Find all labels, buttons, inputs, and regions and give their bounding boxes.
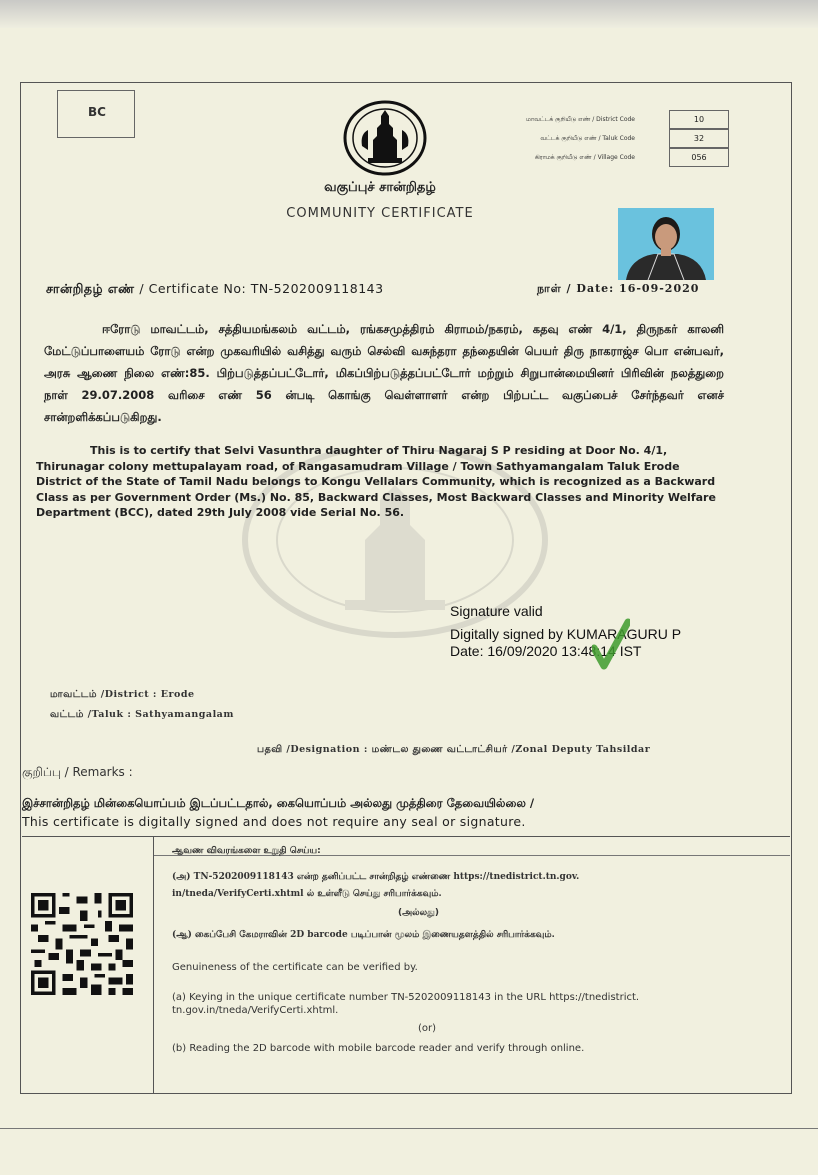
holder-photo	[618, 208, 714, 280]
date-label: நாள் / Date:	[537, 282, 620, 295]
certificate-number-line	[46, 281, 384, 298]
taluk-line: வட்டம் /Taluk : Sathyamangalam	[50, 709, 234, 720]
tamil-nadu-emblem-icon	[340, 100, 430, 178]
district-line: மாவட்டம் /District : Erode	[50, 689, 195, 700]
remarks-english: This certificate is digitally signed and does not require any seal or signature.	[22, 814, 526, 829]
verify-option-a-tamil-line2: in/tneda/VerifyCerti.xhtml ல் உள்ளீடு செய்து சரிபார்க்கவும்.	[172, 889, 442, 899]
title-tamil: வகுப்புச் சான்றிதழ்	[324, 180, 436, 195]
page-bottom-rule	[0, 1128, 818, 1129]
village-code-row	[445, 148, 729, 167]
certificate-date-line	[537, 282, 699, 297]
qr-code-icon[interactable]	[24, 893, 140, 995]
signature-valid-check-icon	[592, 618, 630, 670]
certificate-date: 16-09-2020	[619, 282, 700, 295]
designation-line: பதவி /Designation : மண்டல துணை வட்டாட்சியர் /Zonal Deputy Tahsildar	[257, 744, 651, 755]
category-box: BC	[57, 90, 135, 138]
remarks-label: குறிப்பு / Remarks :	[22, 765, 133, 779]
verify-or-tamil: (அல்லது)	[398, 908, 439, 918]
certificate-number-label: / Certificate No:	[139, 281, 251, 296]
signature-date: Date: 16/09/2020 13:48:14 IST	[450, 643, 642, 659]
verify-option-a-english-line2: tn.gov.in/tneda/VerifyCerti.xhtml.	[172, 1005, 339, 1016]
verification-divider	[153, 836, 154, 1094]
genuineness-text: Genuineness of the certificate can be verified by.	[172, 962, 418, 973]
verify-option-a-english-line1: (a) Keying in the unique certificate number TN-5202009118143 in the URL https://tnedistrict.	[172, 992, 640, 1003]
district-code-row	[445, 110, 729, 129]
taluk-code-label: வட்டக் குறியீடு எண் / Taluk Code	[540, 134, 635, 142]
digital-signature-block	[450, 603, 681, 660]
taluk-code-value: 32	[669, 129, 729, 148]
certificate-number: TN-5202009118143	[250, 281, 384, 296]
taluk-code-row	[445, 129, 729, 148]
verify-option-b-tamil: (ஆ) கைப்பேசி கேமராவின் 2D barcode படிப்பான் மூலம் இணையதளத்தில் சரிபார்க்கவும்.	[172, 930, 555, 940]
tamil-certification-text: ஈரோடு மாவட்டம், சத்தியமங்கலம் வட்டம், ரங்கசமுத்திரம் கிராமம்/நகரம், கதவு எண் 4/1, திருநகர் காலனி மேட்டுப்பாளையம் ரோடு என்ற முகவரியில் வசித்து வரும் செல்வி வசுந்தரா தந்தையின் பெயர் திரு நாகராஜ்ச பொ என்பவர், அரசு ஆணை நிலை எண்:85. பிற்படுத்தப்பட்டோர், மிகப்பிற்படுத்தப்பட்டோர் மற்றும் சிறுபான்மையினர் பிரிவின் நலத்துறை நாள் 29.07.2008 வரிசை எண் 56 ன்படி கொங்கு வெள்ளாளர் என்ற பிற்பட்ட வகுப்பைச் சேர்ந்தவர் எனச் சான்றளிக்கப்படுகிறது.	[44, 322, 724, 424]
district-code-label: மாவட்டக் குறியீடு எண் / District Code	[526, 115, 635, 123]
remarks-tamil: இச்சான்றிதழ் மின்கையொப்பம் இடப்பட்டதால், கையொப்பம் அல்லது முத்திரை தேவையில்லை /	[22, 796, 535, 810]
code-table	[445, 110, 729, 167]
title-english: COMMUNITY CERTIFICATE	[286, 206, 474, 221]
district-code-value: 10	[669, 110, 729, 129]
verify-or-english: (or)	[418, 1023, 437, 1034]
certificate-number-label-tamil: சான்றிதழ் எண்	[46, 281, 140, 296]
verify-option-a-tamil-line1: (அ) TN-5202009118143 என்ற தனிப்பட்ட சான்றிதழ் எண்ணை https://tnedistrict.tn.gov.	[172, 872, 580, 882]
signature-signer: Digitally signed by KUMARAGURU P	[450, 626, 682, 642]
village-code-value: 056	[669, 148, 729, 167]
person-photo-icon	[618, 208, 714, 280]
verify-option-b-english: (b) Reading the 2D barcode with mobile barcode reader and verify through online.	[172, 1043, 585, 1054]
english-certification-text: This is to certify that Selvi Vasunthra daughter of Thiru Nagaraj S P residing at Door No. 4/1, Thirunagar colony mettupalayam road, of Rangasamudram Village / Town Sathyamangalam Taluk Erode District of the State of Tamil Nadu belongs to Kongu Vellalars Community, which is recognized as a Backward Class as per Government Order (Ms.) No. 85, Backward Classes, Most Backward Classes and Minority Welfare Department (BCC), dated 29th July 2008 vide Serial No. 56.	[36, 444, 716, 519]
village-code-label: கிராமக் குறியீடு எண் / Village Code	[534, 153, 635, 161]
signature-status: Signature valid	[450, 603, 543, 619]
verify-heading-tamil: ஆவண விவரங்களை உறுதி செய்ய:	[172, 846, 321, 856]
